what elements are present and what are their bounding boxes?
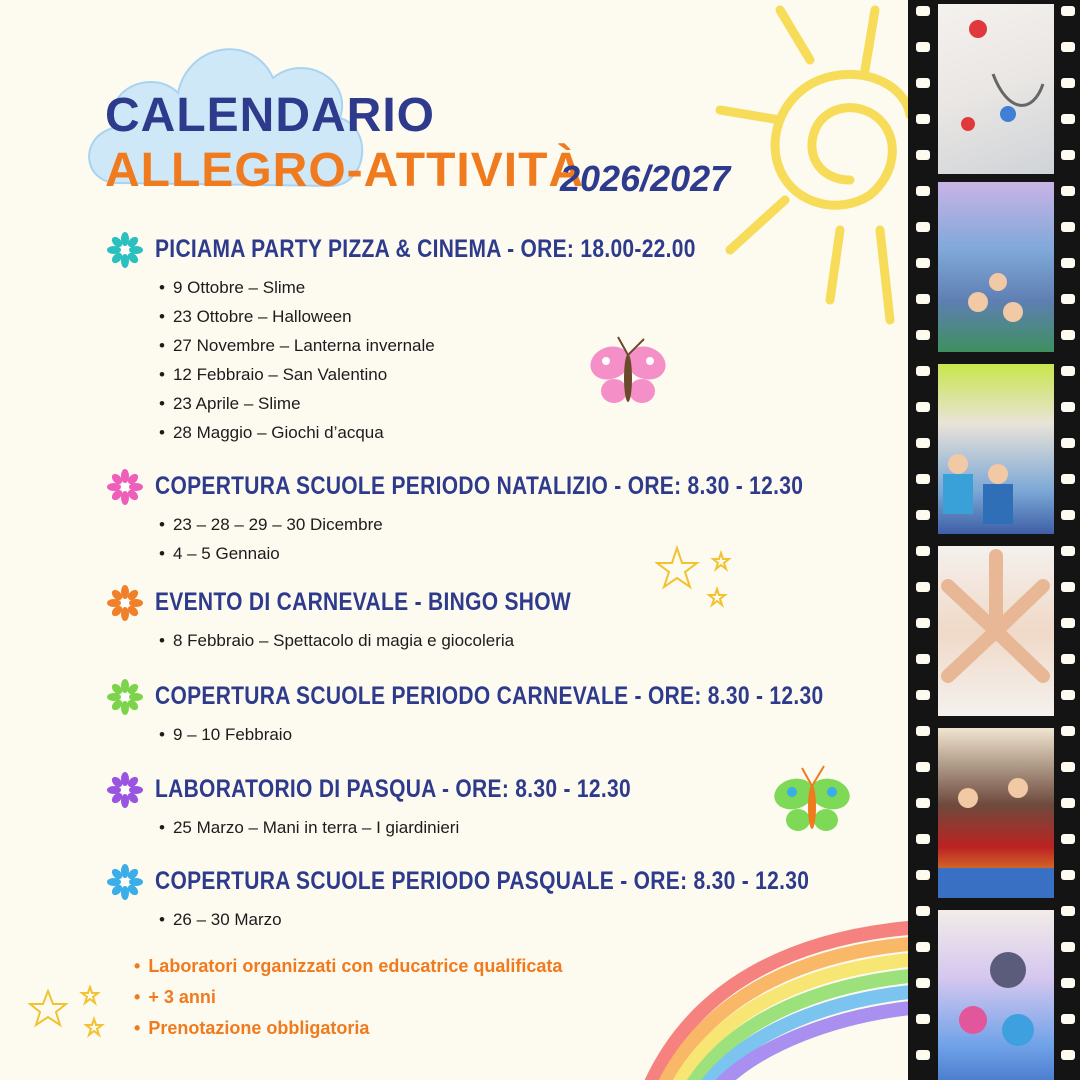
list-item: • 4 – 5 Gennaio [159,539,757,568]
photo-handprints [938,4,1054,174]
section-title: COPERTURA SCUOLE PERIODO CARNEVALE - ORE: 8.30 - 12.30 [155,682,824,711]
photo-party [938,728,1054,898]
section-title: COPERTURA SCUOLE PERIODO NATALIZIO - ORE: 8.30 - 12.30 [155,472,804,501]
list-item: • 12 Febbraio – San Valentino [159,360,757,389]
list-item: • 9 – 10 Febbraio [159,720,757,749]
film-holes [1061,0,1075,1080]
stars-decoration [28,985,118,1045]
flower-icon [107,864,143,900]
note-item: • Prenotazione obbligatoria [134,1013,562,1044]
list-item: • 23 Aprile – Slime [159,389,757,418]
list-item: • 26 – 30 Marzo [159,905,757,934]
flower-icon [107,585,143,621]
title-part2: ALLEGRO-ATTIVITÀ [105,144,585,197]
note-item: • Laboratori organizzati con educatrice qualificata [134,951,562,982]
list-item: • 8 Febbraio – Spettacolo di magia e giocoleria [159,626,757,655]
notes-list [134,951,562,1044]
list-item: • 9 Ottobre – Slime [159,273,757,302]
pink-butterfly-icon [588,333,668,415]
film-holes [916,0,930,1080]
list-item: • 28 Maggio – Giochi d’acqua [159,418,757,447]
flower-icon [107,679,143,715]
list-item: • 25 Marzo – Mani in terra – I giardinieri [159,813,757,842]
flower-icon [107,469,143,505]
photo-children-play [938,182,1054,352]
photo-painting [938,910,1054,1080]
photo-hands [938,546,1054,716]
flower-icon [107,772,143,808]
green-butterfly-icon [772,762,852,842]
title-year: 2026/2027 [560,158,731,199]
list-item: • 23 Ottobre – Halloween [159,302,757,331]
stars-decoration [655,545,735,615]
section-title: PICIAMA PARTY PIZZA & CINEMA - ORE: 18.00-22.00 [155,235,696,264]
section-pasqua-lab [107,773,757,842]
section-title: LABORATORIO DI PASQUA - ORE: 8.30 - 12.30 [155,775,631,804]
photo-table-activity [938,364,1054,534]
section-title: COPERTURA SCUOLE PERIODO PASQUALE - ORE: 8.30 - 12.30 [155,867,810,896]
title-part1: CALENDARIO [105,89,435,142]
rainbow-decoration [640,915,910,1080]
section-carnevale-school [107,680,824,749]
photo-filmstrip [908,0,1080,1080]
note-item: • + 3 anni [134,982,562,1013]
flower-icon [107,232,143,268]
list-item: • 23 – 28 – 29 – 30 Dicembre [159,510,757,539]
list-item: • 27 Novembre – Lanterna invernale [159,331,757,360]
section-title: EVENTO DI CARNEVALE - BINGO SHOW [155,588,572,617]
